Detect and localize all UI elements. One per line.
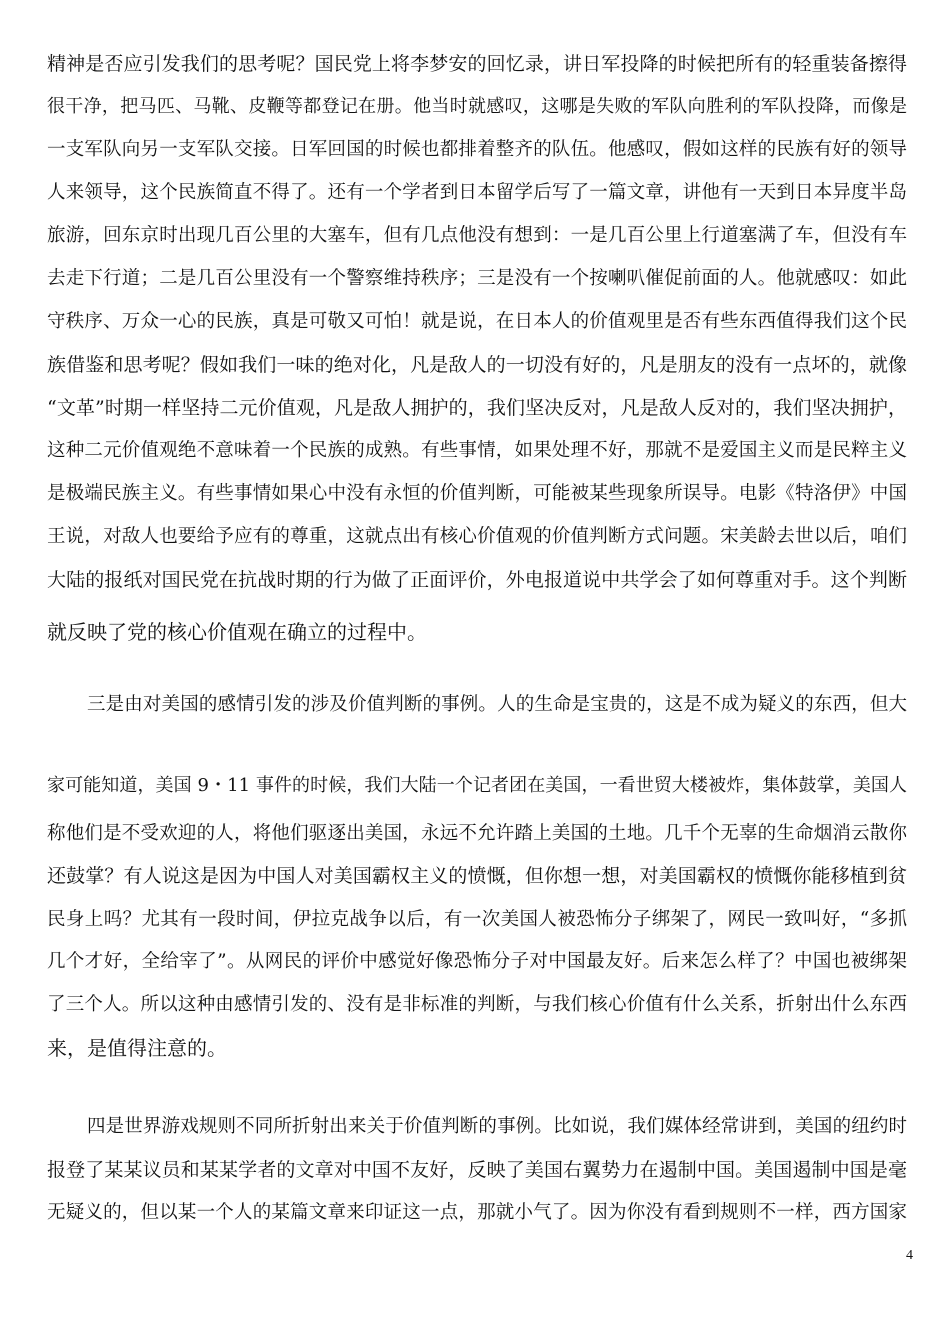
paragraph-2-line-3: 称他们是不受欢迎的人，将他们驱逐出美国，永远不允许踏上美国的土地。几千个无辜的生命烟消云散你 bbox=[47, 823, 907, 844]
paragraph-1-line-7: 守秩序、万众一心的民族，真是可敬又可怕！就是说，在日本人的价值观里是否有些东西值得我们这个民 bbox=[47, 311, 907, 332]
paragraph-1-line-6: 去走下行道；二是几百公里没有一个警察维持秩序；三是没有一个按喇叭催促前面的人。他就感叹：如此 bbox=[47, 268, 907, 289]
paragraph-1-line-8: 族借鉴和思考呢？假如我们一味的绝对化，凡是敌人的一切没有好的，凡是朋友的没有一点坏的，就像 bbox=[47, 354, 907, 376]
paragraph-1-line-10: 这种二元价值观绝不意味着一个民族的成熟。有些事情，如果处理不好，那就不是爱国主义而是民粹主义 bbox=[47, 440, 907, 461]
paragraph-2-line-6: 几个才好，全给宰了”。从网民的评价中感觉好像恐怖分子对中国最友好。后来怎么样了？中国也被绑架 bbox=[47, 951, 907, 972]
paragraph-1-line-14: 就反映了党的核心价值观在确立的过程中。 bbox=[47, 620, 427, 644]
paragraph-1-line-11: 是极端民族主义。有些事情如果心中没有永恒的价值判断，可能被某些现象所误导。电影《特洛伊》中国 bbox=[47, 483, 907, 504]
paragraph-1-line-3: 一支军队向另一支军队交接。日军回国的时候也都排着整齐的队伍。他感叹，假如这样的民族有好的领导 bbox=[47, 139, 907, 160]
paragraph-1-line-2: 很干净，把马匹、马靴、皮鞭等都登记在册。他当时就感叹，这哪是失败的军队向胜利的军队投降，而像是 bbox=[47, 96, 907, 117]
paragraph-1-line-9: “文革”时期一样坚持二元价值观，凡是敌人拥护的，我们坚决反对，凡是敌人反对的，我们坚决拥护， bbox=[47, 397, 907, 419]
paragraph-1-line-12: 王说，对敌人也要给予应有的尊重，这就点出有核心价值观的价值判断方式问题。宋美龄去世以后，咱们 bbox=[47, 526, 907, 547]
paragraph-3-line-3: 无疑义的，但以某一个人的某篇文章来印证这一点，那就小气了。因为你没有看到规则不一样，西方国家 bbox=[47, 1202, 907, 1223]
paragraph-1-line-5: 旅游，回东京时出现几百公里的大塞车，但有几点他没有想到：一是几百公里上行道塞满了车，但没有车 bbox=[47, 225, 907, 246]
paragraph-2-line-1: 三是由对美国的感情引发的涉及价值判断的事例。人的生命是宝贵的，这是不成为疑义的东西，但大 bbox=[87, 694, 907, 715]
paragraph-1-line-4: 人来领导，这个民族简直不得了。还有一个学者到日本留学后写了一篇文章，讲他有一天到日本异度半岛 bbox=[47, 182, 907, 203]
paragraph-2-line-8: 来，是值得注意的。 bbox=[47, 1036, 227, 1060]
paragraph-3-line-1: 四是世界游戏规则不同所折射出来关于价值判断的事例。比如说，我们媒体经常讲到，美国的纽约时 bbox=[87, 1116, 907, 1137]
paragraph-2-line-7: 了三个人。所以这种由感情引发的、没有是非标准的判断，与我们核心价值有什么关系，折射出什么东西 bbox=[47, 994, 907, 1015]
paragraph-2-line-2: 家可能知道，美国 9・11 事件的时候，我们大陆一个记者团在美国，一看世贸大楼被炸，集体鼓掌，美国人 bbox=[47, 775, 907, 796]
paragraph-2-line-4: 还鼓掌？有人说这是因为中国人对美国霸权主义的愤慨，但你想一想，对美国霸权的愤慨你能移植到贫 bbox=[47, 865, 907, 887]
paragraph-1-line-1: 精神是否应引发我们的思考呢？国民党上将李梦安的回忆录，讲日军投降的时候把所有的轻重装备擦得 bbox=[47, 53, 907, 75]
paragraph-2-line-5: 民身上吗？尤其有一段时间，伊拉克战争以后，有一次美国人被恐怖分子绑架了，网民一致叫好，“多抓 bbox=[47, 909, 907, 930]
page-number: 4 bbox=[906, 1248, 913, 1263]
paragraph-1-line-13: 大陆的报纸对国民党在抗战时期的行为做了正面评价，外电报道说中共学会了如何尊重对手。这个判断 bbox=[47, 569, 907, 591]
paragraph-3-line-2: 报登了某某议员和某某学者的文章对中国不友好，反映了美国右翼势力在遏制中国。美国遏制中国是毫 bbox=[47, 1159, 907, 1181]
